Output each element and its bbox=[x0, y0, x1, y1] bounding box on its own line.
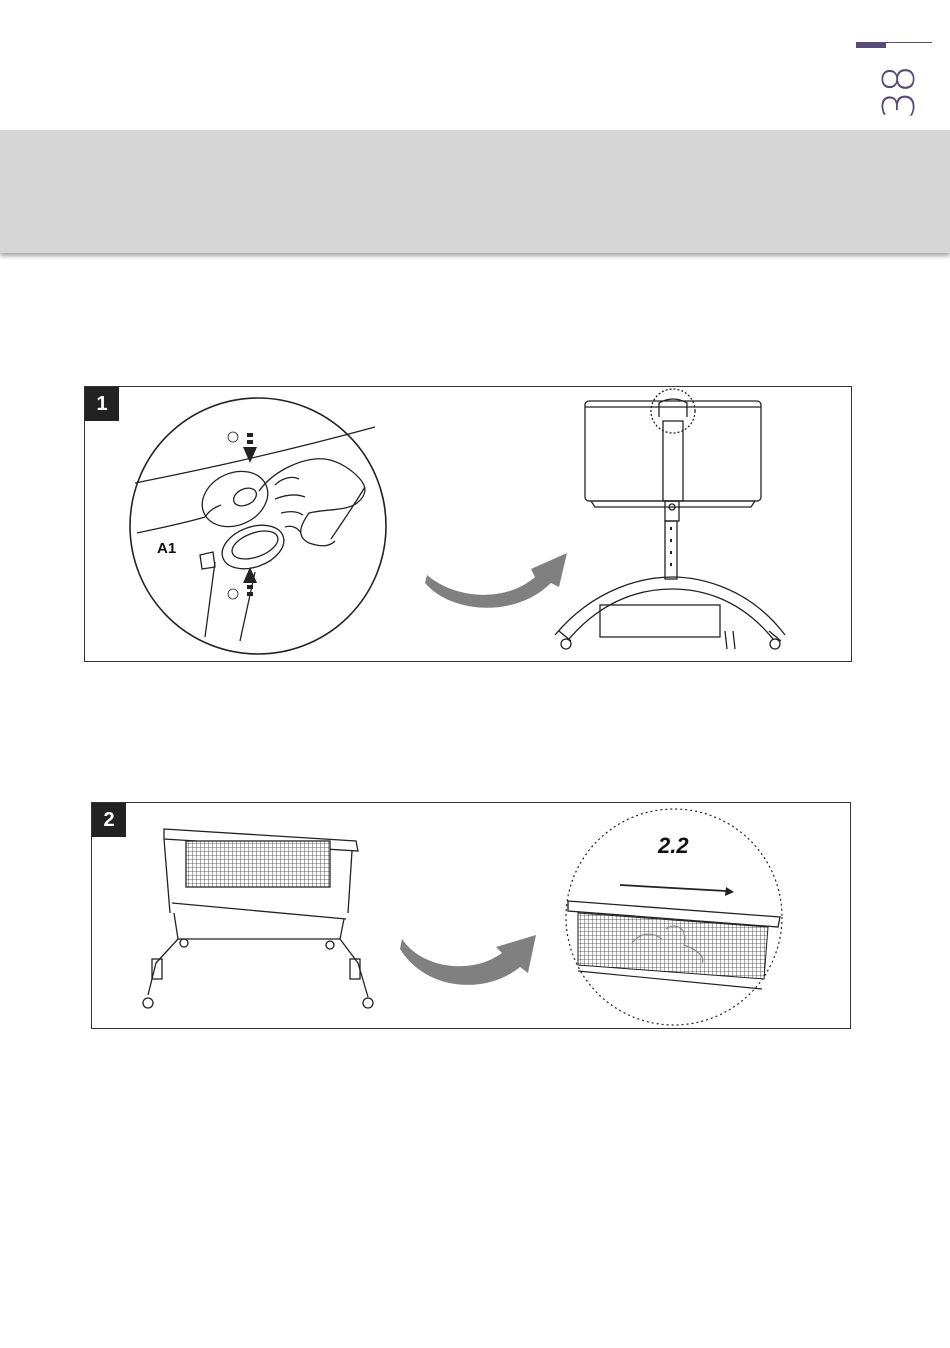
step-1-badge: 1 bbox=[85, 387, 119, 421]
curved-arrow-icon bbox=[400, 935, 536, 985]
step-2-illustration bbox=[92, 803, 850, 1028]
height-marks bbox=[670, 527, 672, 566]
callout-label-2-2: 2.2 bbox=[658, 833, 689, 858]
step-1-illustration bbox=[85, 387, 851, 661]
page-number: 38 bbox=[873, 67, 925, 119]
bassinet-side-drawing bbox=[143, 829, 373, 1008]
hand-detail-drawing bbox=[135, 427, 375, 641]
page-number-block bbox=[856, 38, 936, 128]
page-number-accent-bar bbox=[856, 42, 886, 48]
callout-label-a1: A1 bbox=[157, 540, 177, 557]
up-arrow-icon bbox=[228, 567, 257, 599]
page-number-rule bbox=[886, 42, 932, 43]
step-2-badge: 2 bbox=[92, 803, 126, 837]
curved-arrow-icon bbox=[425, 553, 567, 608]
mesh-detail-drawing bbox=[568, 901, 780, 989]
step-1-panel bbox=[84, 386, 852, 662]
direction-arrow-icon bbox=[620, 885, 734, 896]
step-2-panel bbox=[91, 802, 851, 1029]
bassinet-front-drawing bbox=[555, 389, 785, 649]
header-banner bbox=[0, 130, 950, 253]
